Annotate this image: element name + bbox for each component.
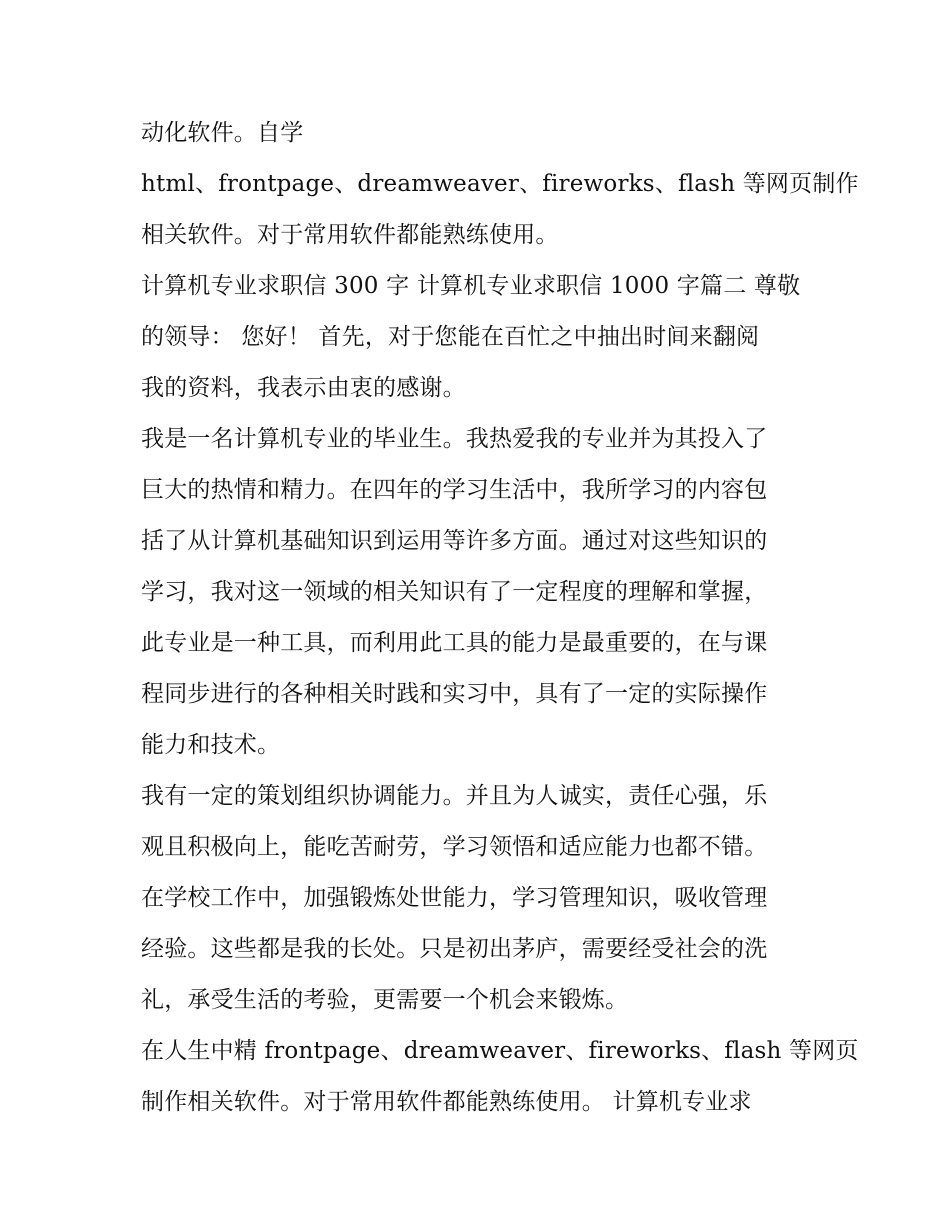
text-line: 制作相关软件。对于常用软件都能熟练使用。 计算机专业求 xyxy=(141,1089,752,1115)
text-line: 在学校工作中，加强锻炼处世能力，学习管理知识，吸收管理 xyxy=(141,885,768,911)
text-line: 我的资料，我表示由衷的感谢。 xyxy=(141,375,466,401)
text-line: 经验。这些都是我的长处。只是初出茅庐，需要经受社会的洗 xyxy=(141,936,768,962)
text-line: 相关软件。对于常用软件都能熟练使用。 xyxy=(141,222,559,248)
text-line: 动化软件。自学 xyxy=(141,120,304,146)
text-line: 我是一名计算机专业的毕业生。我热爱我的专业并为其投入了 xyxy=(141,426,768,452)
text-line: 巨大的热情和精力。在四年的学习生活中，我所学习的内容包 xyxy=(141,477,768,503)
text-line: 在人生中精 frontpage、dreamweaver、fireworks、flash 等网页 xyxy=(141,1038,859,1064)
text-line: 我有一定的策划组织协调能力。并且为人诚实，责任心强，乐 xyxy=(141,783,768,809)
document-body xyxy=(141,108,859,1128)
text-line: 能力和技术。 xyxy=(141,732,281,758)
text-line: 此专业是一种工具，而利用此工具的能力是最重要的，在与课 xyxy=(141,630,768,656)
text-line: 礼，承受生活的考验，更需要一个机会来锻炼。 xyxy=(141,987,629,1013)
text-line: 观且积极向上，能吃苦耐劳，学习领悟和适应能力也都不错。 xyxy=(141,834,768,860)
text-line: html、frontpage、dreamweaver、fireworks、flash 等网页制作 xyxy=(141,171,859,197)
text-line: 括了从计算机基础知识到运用等许多方面。通过对这些知识的 xyxy=(141,528,768,554)
text-line: 学习，我对这一领域的相关知识有了一定程度的理解和掌握， xyxy=(141,579,768,605)
text-line: 的领导： 您好！ 首先，对于您能在百忙之中抽出时间来翻阅 xyxy=(141,324,760,350)
text-line: 计算机专业求职信 300 字 计算机专业求职信 1000 字篇二 尊敬 xyxy=(141,273,801,299)
text-line: 程同步进行的各种相关时践和实习中，具有了一定的实际操作 xyxy=(141,681,768,707)
